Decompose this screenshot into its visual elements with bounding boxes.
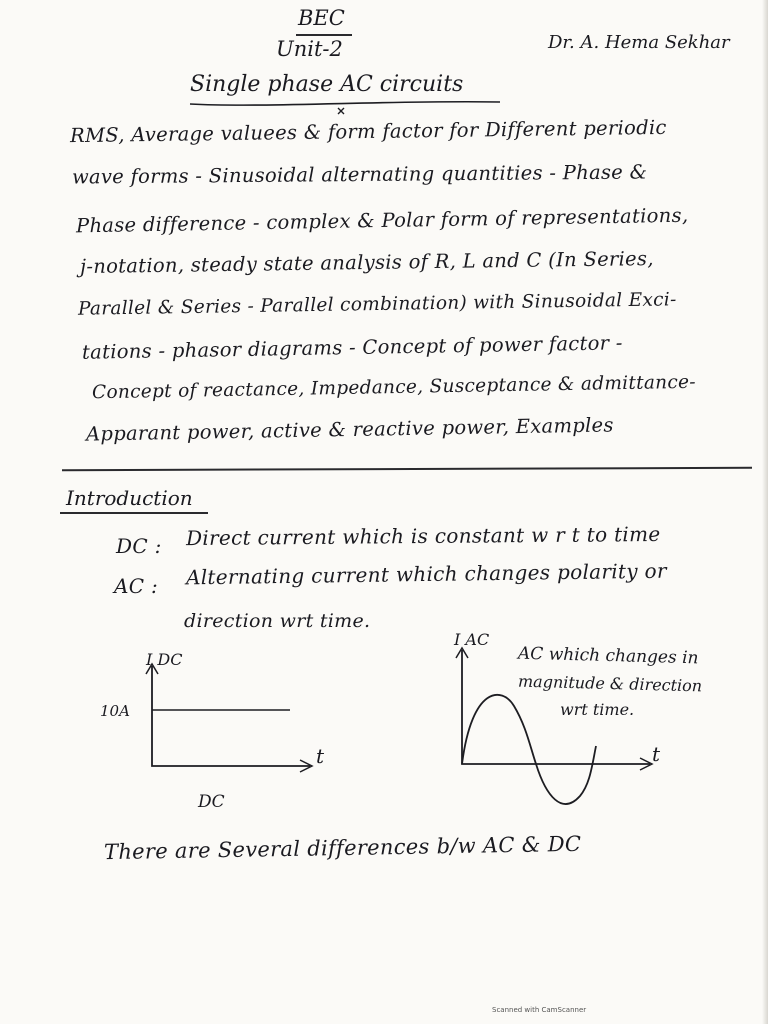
- author-name: Dr. A. Hema Sekhar: [548, 32, 730, 53]
- syllabus-line-2: wave forms - Sinusoidal alternating quantities - Phase &: [71, 160, 648, 189]
- introduction-underline: [60, 512, 208, 514]
- syllabus-line-5: Parallel & Series - Parallel combination) with Sinusoidal Exci-: [77, 289, 677, 320]
- ac-note-line-3: wrt time.: [560, 700, 635, 719]
- ac-definition-line-2: direction wrt time.: [184, 610, 371, 632]
- dc-graph: [140, 660, 340, 800]
- introduction-heading: Introduction: [66, 486, 193, 510]
- ac-note-line-2: magnitude & direction: [517, 671, 703, 696]
- dc-caption: DC: [198, 792, 225, 812]
- ac-definition-line-1: Alternating current which changes polarity or: [185, 558, 667, 590]
- topic-title: Single phase AC circuits: [190, 72, 464, 97]
- ac-x-axis-label: t: [652, 742, 661, 766]
- ac-note-line-1: AC which changes in: [517, 643, 699, 669]
- dc-definition: Direct current which is constant w r t to time: [185, 521, 661, 551]
- ac-y-axis-label: I AC: [454, 630, 490, 649]
- syllabus-line-8: Apparant power, active & reactive power, Examples: [85, 413, 614, 446]
- syllabus-line-6: tations - phasor diagrams - Concept of power factor -: [81, 331, 623, 364]
- dc-x-axis-label: t: [316, 744, 325, 768]
- page-edge-shadow: [762, 0, 768, 1024]
- ac-label: AC :: [114, 574, 159, 598]
- syllabus-line-7: Concept of reactance, Impedance, Susceptance & admittance-: [91, 371, 697, 404]
- syllabus-line-3: Phase difference - complex & Polar form of representations,: [75, 203, 689, 238]
- course-title: BEC: [298, 6, 345, 30]
- syllabus-line-1: RMS, Average valuees & form factor for Different periodic: [69, 115, 667, 148]
- dc-y-axis-label: I DC: [146, 650, 183, 669]
- scanner-watermark: Scanned with CamScanner: [492, 1006, 587, 1014]
- dc-level-label: 10A: [100, 702, 130, 720]
- topic-underline: [188, 96, 508, 116]
- course-underline: [296, 34, 352, 36]
- unit-title: Unit-2: [276, 37, 343, 61]
- closing-line: There are Several differences b/w AC & DC: [103, 831, 582, 865]
- section-divider: [62, 467, 752, 471]
- dc-label: DC :: [116, 534, 162, 558]
- syllabus-line-4: j-notation, steady state analysis of R, L and C (In Series,: [79, 246, 654, 279]
